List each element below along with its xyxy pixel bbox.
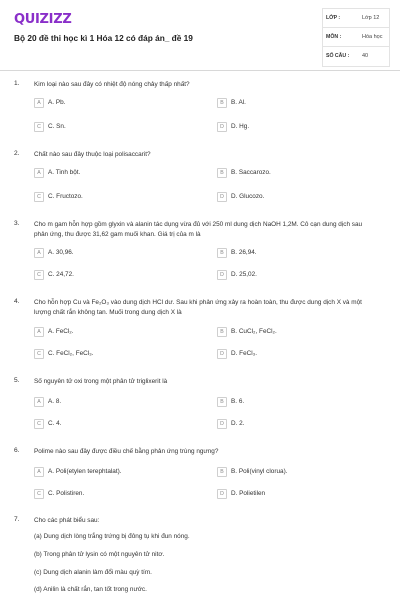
option-letter-box: A: [34, 327, 44, 337]
option-letter-box: C: [34, 270, 44, 280]
quizizz-logo: QUIZIZZ: [14, 12, 72, 27]
option-text: A. Poli(etylen terephtalat).: [48, 468, 122, 475]
option-letter-box: B: [217, 327, 227, 337]
option-text: D. 2.: [231, 420, 245, 427]
option-text: B. 26,94.: [231, 249, 257, 256]
statement-c: (c) Dung dịch alanin làm đổi màu quỳ tím.: [34, 569, 152, 576]
option-letter-box: A: [34, 467, 44, 477]
option-letter-box: C: [34, 122, 44, 132]
option-letter-box: B: [217, 248, 227, 258]
meta-key: SỐ CÂU :: [326, 53, 350, 59]
statement-b: (b) Trong phân tử lysin có một nguyên tử nitơ.: [34, 551, 165, 558]
option-letter-box: A: [34, 397, 44, 407]
option-text: D. 25,02.: [231, 271, 257, 278]
option-text: B. Saccarozo.: [231, 169, 271, 176]
option-letter-box: D: [217, 489, 227, 499]
meta-row-class: [322, 9, 390, 28]
worksheet-header: [0, 0, 400, 70]
option-letter-box: C: [34, 192, 44, 202]
option-letter-box: B: [217, 397, 227, 407]
option-text: A. FeCl₂.: [48, 328, 74, 335]
option-text: A. Tinh bột.: [48, 169, 81, 176]
option-text: D. FeCl₃.: [231, 350, 258, 357]
option-text: C. FeCl₂, FeCl₃.: [48, 350, 94, 357]
option-text: A. 8.: [48, 398, 62, 405]
option-letter-box: A: [34, 98, 44, 108]
option-text: D. Glucozo.: [231, 193, 265, 200]
option-text: C. 4.: [48, 420, 62, 427]
option-text: C. Sn.: [48, 123, 66, 130]
question-text: Polime nào sau đây được điều chế bằng phản ứng trùng ngưng?: [34, 448, 219, 455]
meta-key: MÔN :: [326, 34, 342, 40]
option-letter-box: A: [34, 168, 44, 178]
option-text: D. Hg.: [231, 123, 250, 130]
meta-key: LỚP :: [326, 15, 341, 21]
meta-row-count: [322, 47, 390, 66]
option-letter-box: C: [34, 489, 44, 499]
option-letter-box: C: [34, 349, 44, 359]
option-letter-box: D: [217, 192, 227, 202]
option-letter-box: D: [217, 349, 227, 359]
option-text: B. CuCl₂, FeCl₂.: [231, 328, 277, 335]
meta-table: [322, 8, 390, 67]
option-letter-box: D: [217, 419, 227, 429]
option-letter-box: D: [217, 122, 227, 132]
question-number: 1.: [14, 80, 20, 87]
question-number: 6.: [14, 447, 20, 454]
option-letter-box: B: [217, 467, 227, 477]
option-text: A. Pb.: [48, 99, 66, 106]
statement-a: (a) Dung dịch lòng trắng trứng bị đông tụ khi đun nóng.: [34, 533, 190, 540]
question-text-line-1: Cho hỗn hợp Cu và Fe₂O₃ vào dung dịch HCl dư. Sau khi phản ứng xảy ra hoàn toàn, thu được dung dịch X và một: [34, 299, 362, 306]
header-divider: [0, 70, 400, 71]
meta-row-subject: [322, 28, 390, 47]
question-text-line-1: Cho m gam hỗn hợp gồm glyxin và alanin tác dụng vừa đủ với 250 ml dung dịch NaOH 1,2M. Cô cạn dung dịch sau: [34, 221, 363, 228]
question-number: 5.: [14, 377, 20, 384]
option-letter-box: A: [34, 248, 44, 258]
option-letter-box: C: [34, 419, 44, 429]
question-number: 2.: [14, 150, 20, 157]
question-text: Chất nào sau đây thuộc loại polisaccarit?: [34, 151, 151, 158]
option-letter-box: D: [217, 270, 227, 280]
question-text: Số nguyên tử oxi trong một phân tử triglixerit là: [34, 378, 168, 385]
question-text: Cho các phát biểu sau:: [34, 517, 100, 524]
option-text: C. 24,72.: [48, 271, 74, 278]
statement-d: (d) Anilin là chất rắn, tan tốt trong nước.: [34, 586, 147, 593]
option-text: D. Polietilen: [231, 490, 266, 497]
option-letter-box: B: [217, 98, 227, 108]
worksheet-title: Bộ 20 đề thi học kì 1 Hóa 12 có đáp án_ đề 19: [14, 33, 193, 43]
meta-value: Lớp 12: [362, 15, 380, 21]
question-number: 7.: [14, 516, 20, 523]
meta-divider: [322, 8, 323, 67]
option-text: C. Polistiren.: [48, 490, 85, 497]
option-text: A. 30,96.: [48, 249, 74, 256]
question-text: Kim loại nào sau đây có nhiệt độ nóng chảy thấp nhất?: [34, 81, 190, 88]
option-text: B. 6.: [231, 398, 245, 405]
option-letter-box: B: [217, 168, 227, 178]
question-text-line-2: phản ứng, thu được 31,62 gam muối khan. Giá trị của m là: [34, 231, 201, 238]
meta-value: 40: [362, 53, 369, 59]
question-number: 4.: [14, 298, 20, 305]
question-number: 3.: [14, 220, 20, 227]
option-text: B. Al.: [231, 99, 246, 106]
option-text: C. Fructozo.: [48, 193, 83, 200]
meta-value: Hóa học: [362, 34, 383, 40]
question-text-line-2: lượng chất rắn không tan. Muối trong dung dịch X là: [34, 309, 182, 316]
option-text: B. Poli(vinyl clorua).: [231, 468, 288, 475]
